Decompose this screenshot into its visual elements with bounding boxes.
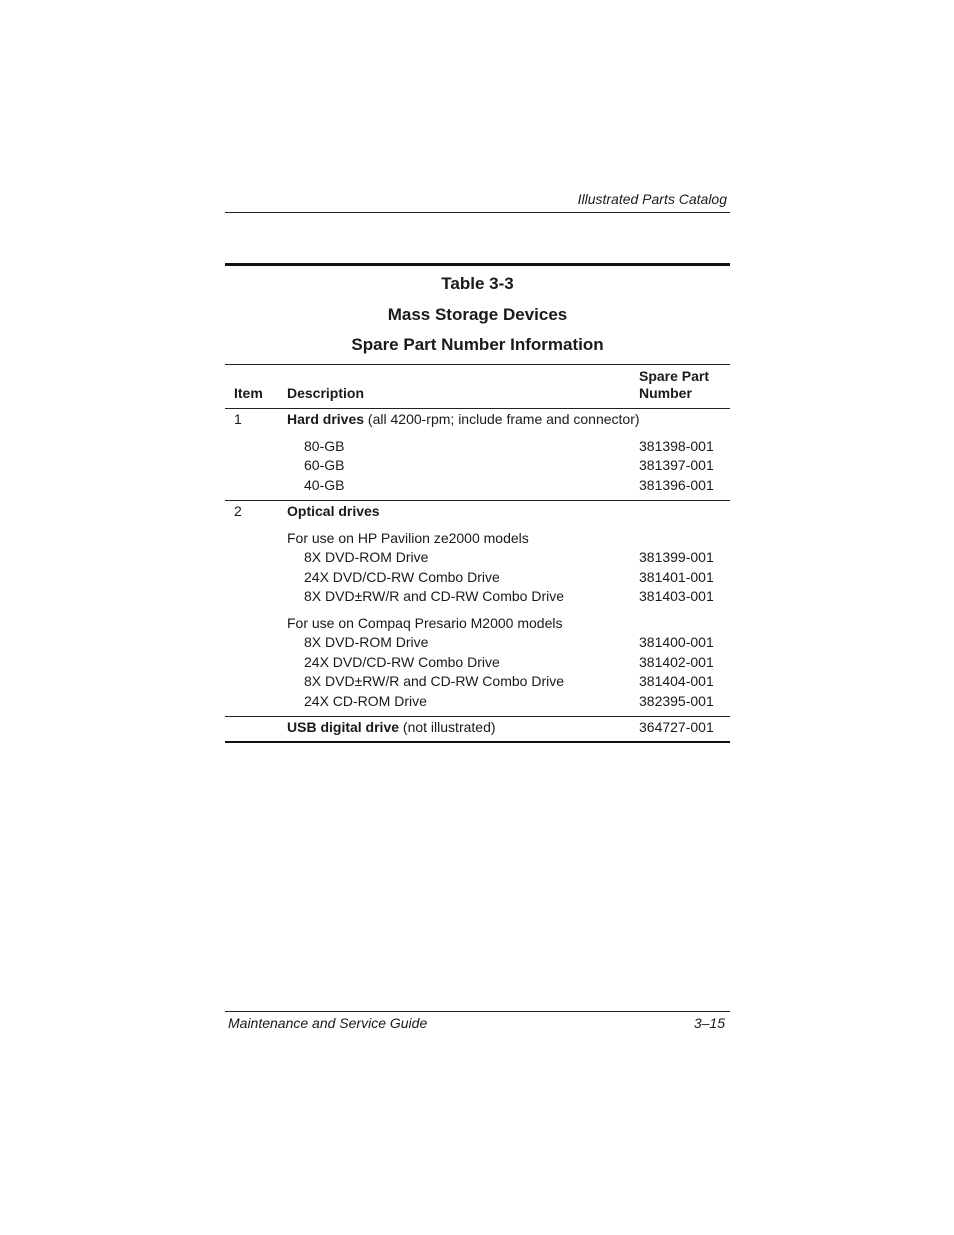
part-description: 24X CD-ROM Drive [304, 693, 427, 709]
row-divider [225, 716, 730, 717]
part-description: 24X DVD/CD-RW Combo Drive [304, 654, 500, 670]
running-header [225, 188, 730, 213]
part-description: 40-GB [304, 477, 345, 493]
part-description: 8X DVD-ROM Drive [304, 634, 429, 650]
optical-drives-heading: Optical drives [287, 503, 380, 519]
part-number: 382395-001 [639, 693, 714, 709]
part-number: 381402-001 [639, 654, 714, 670]
column-header-spn-line1: Spare Part [639, 368, 710, 384]
part-number: 381399-001 [639, 549, 714, 565]
part-description: 8X DVD-ROM Drive [304, 549, 429, 565]
usb-drive-description [287, 719, 496, 735]
row-divider [225, 500, 730, 501]
item-number: 2 [234, 503, 242, 519]
part-number: 381397-001 [639, 457, 714, 473]
page-number: 3–15 [693, 1015, 725, 1031]
column-header-spn-line2: Number [639, 385, 692, 401]
part-description: 80-GB [304, 438, 345, 454]
running-footer [225, 1011, 730, 1031]
part-description: 24X DVD/CD-RW Combo Drive [304, 569, 500, 585]
item-number: 1 [234, 411, 242, 427]
column-header-item: Item [234, 385, 263, 401]
footer-title: Maintenance and Service Guide [228, 1015, 428, 1031]
part-number: 364727-001 [639, 719, 714, 735]
group-title-hp-pavilion: For use on HP Pavilion ze2000 models [287, 530, 529, 546]
table-title: Mass Storage Devices [387, 305, 568, 324]
usb-drive-note: (not illustrated) [399, 719, 496, 735]
part-description: 8X DVD±RW/R and CD-RW Combo Drive [304, 588, 564, 604]
part-number: 381403-001 [639, 588, 714, 604]
part-number: 381404-001 [639, 673, 714, 689]
header-bottom-rule [225, 408, 730, 409]
header-top-rule [225, 364, 730, 365]
part-number: 381401-001 [639, 569, 714, 585]
hard-drives-label: Hard drives [287, 411, 365, 427]
table-number: Table 3-3 [441, 274, 514, 293]
part-description: 8X DVD±RW/R and CD-RW Combo Drive [304, 673, 564, 689]
header-title: Illustrated Parts Catalog [577, 191, 727, 207]
usb-drive-label: USB digital drive [287, 719, 400, 735]
part-number: 381396-001 [639, 477, 714, 493]
table-subtitle: Spare Part Number Information [351, 335, 604, 354]
table-caption [225, 263, 730, 354]
table-bottom-rule [225, 741, 730, 743]
hard-drives-note: (all 4200-rpm; include frame and connector) [364, 411, 640, 427]
part-description: 60-GB [304, 457, 345, 473]
column-header-description: Description [287, 385, 365, 401]
hard-drives-heading [287, 411, 640, 427]
group-title-compaq-presario: For use on Compaq Presario M2000 models [287, 615, 563, 631]
part-number: 381398-001 [639, 438, 714, 454]
part-number: 381400-001 [639, 634, 714, 650]
